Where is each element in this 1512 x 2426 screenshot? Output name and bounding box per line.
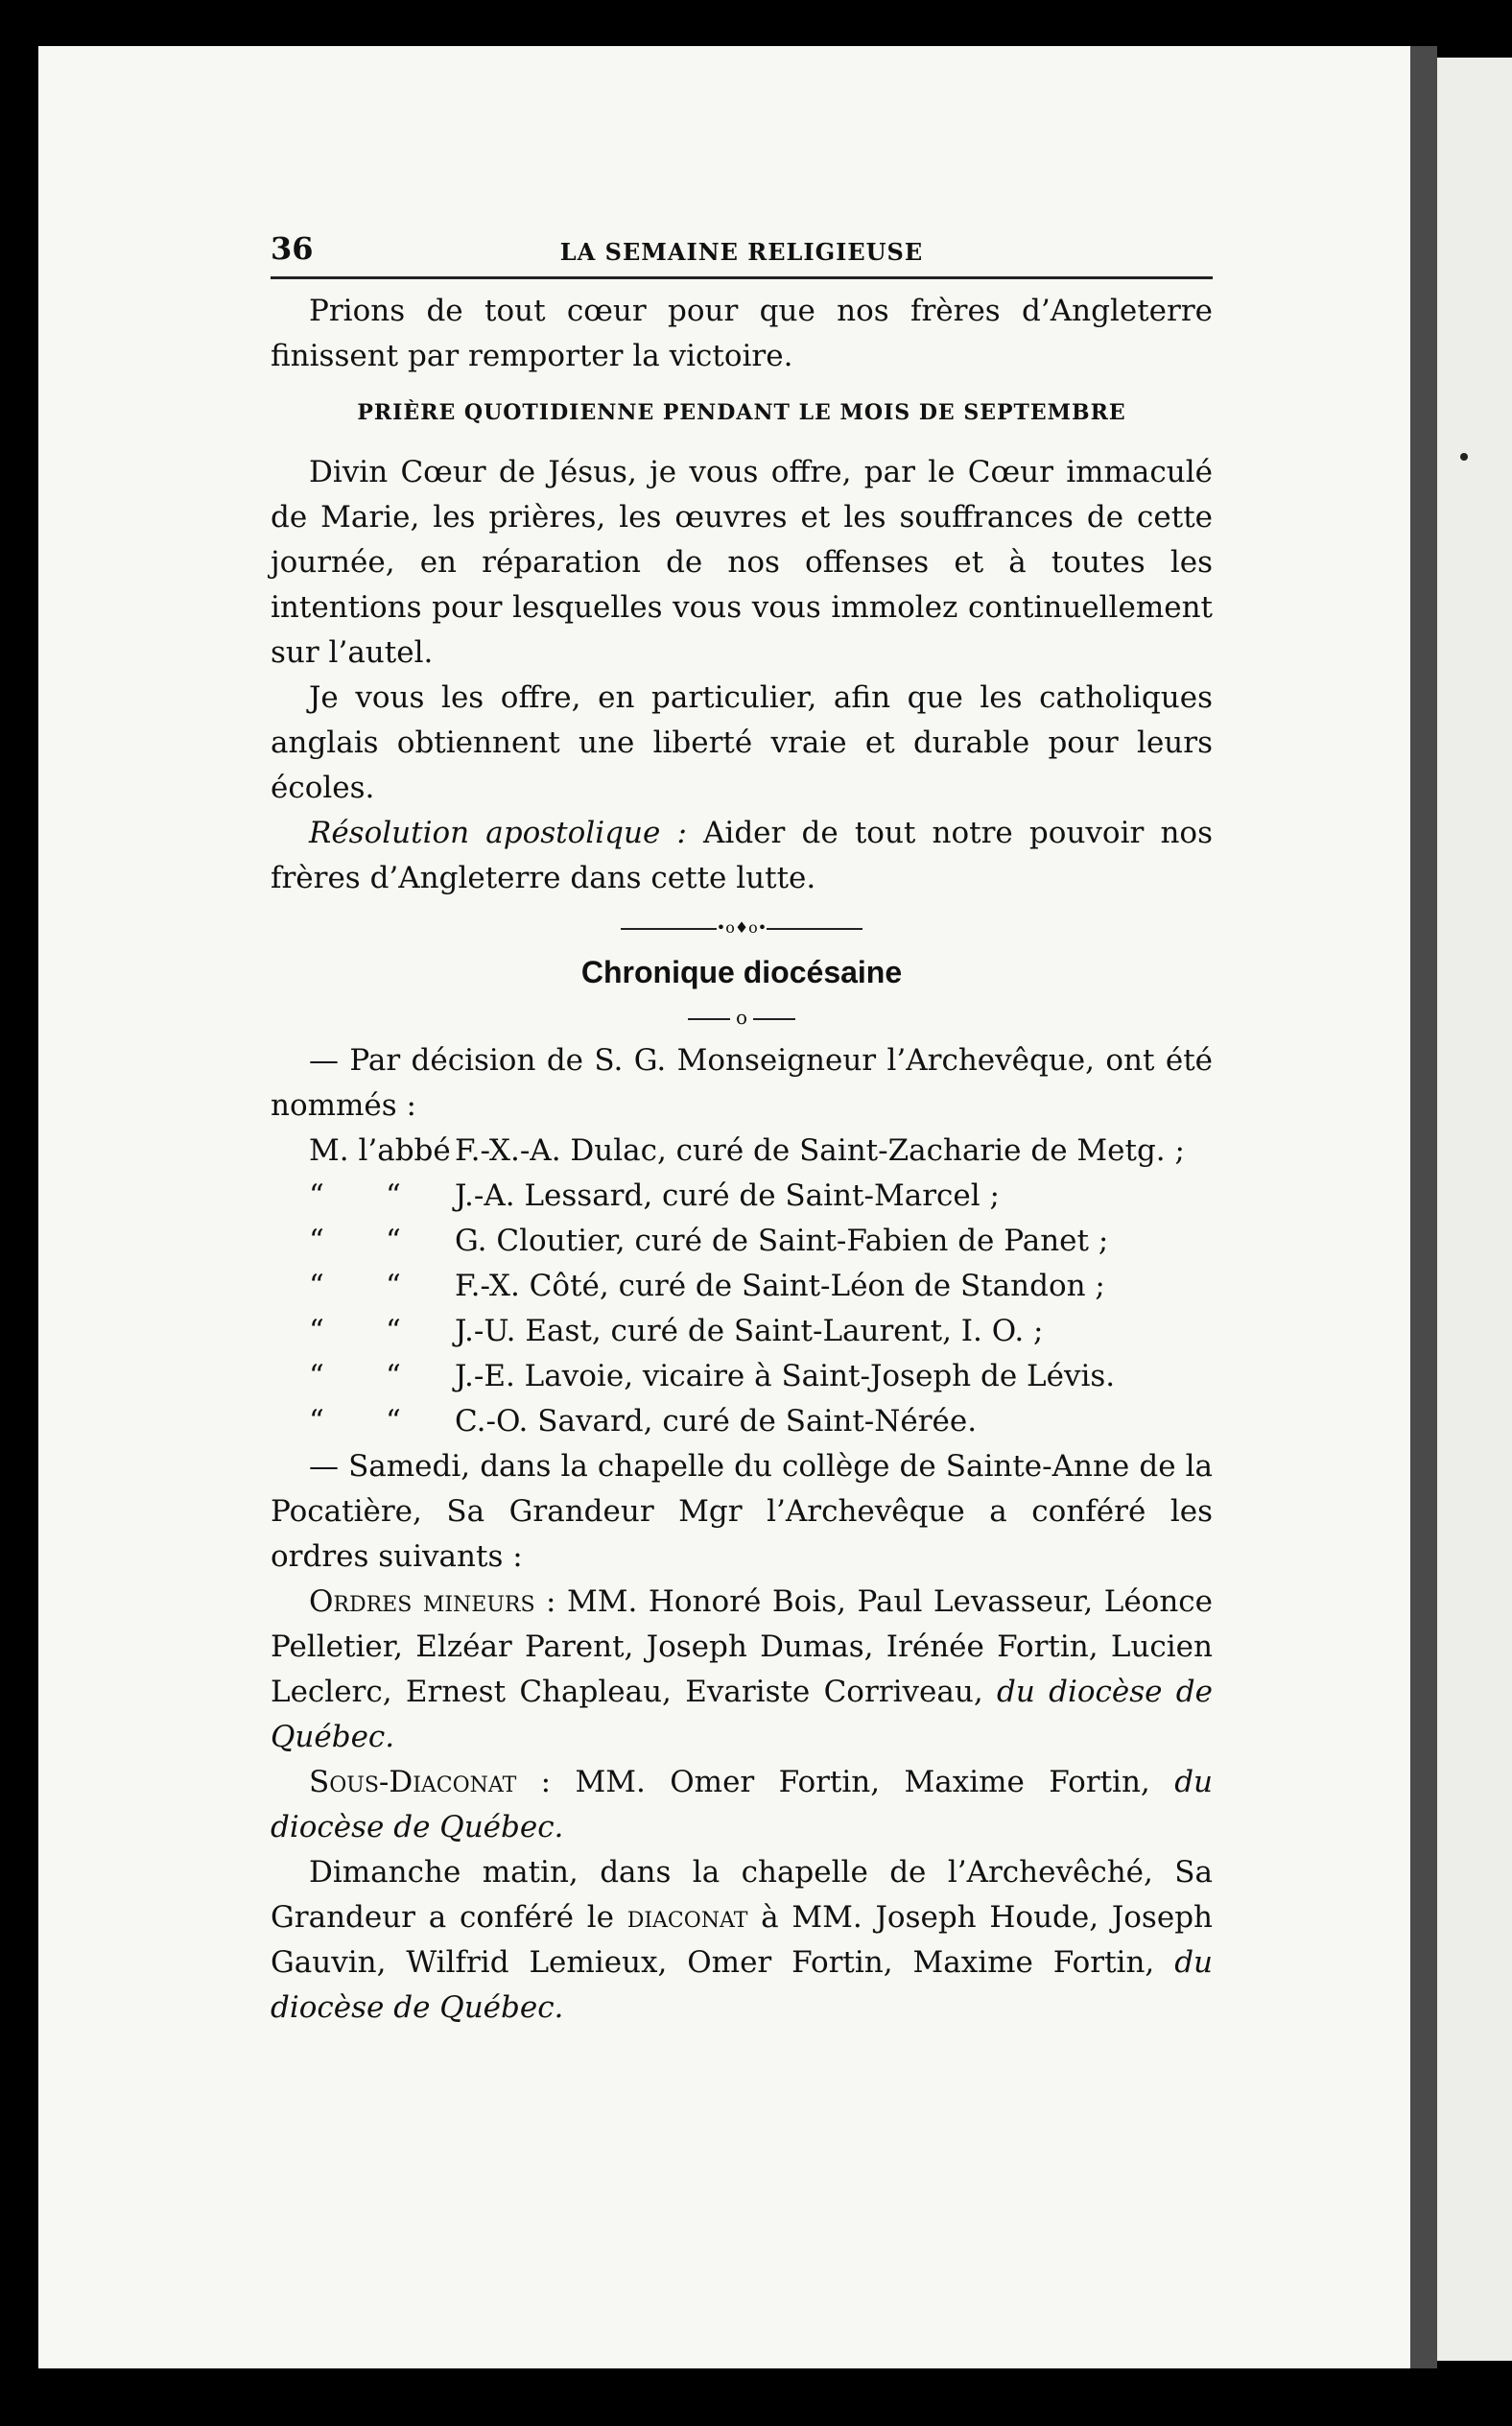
circle-glyph: o	[735, 1006, 748, 1029]
appointment-text: C.-O. Savard, curé de Saint-Nérée.	[455, 1404, 978, 1439]
page-number: 36	[271, 230, 314, 267]
dimanche-text-2: à MM. Joseph Houde, Joseph Gauvin, Wilfrid Lemieux, Omer Fortin, Maxime Fortin,	[271, 1900, 1213, 1980]
appointments-list	[271, 1174, 1213, 1444]
journal-title: LA SEMAINE RELIGIEUSE	[559, 238, 924, 266]
next-page-edge	[1437, 58, 1512, 2361]
appointment-text: J.-E. Lavoie, vicaire à Saint-Joseph de Lévis.	[455, 1359, 1116, 1393]
appointment-prefix: M. l’abbé	[309, 1133, 451, 1168]
sous-label: Sous-Diaconat :	[309, 1765, 552, 1799]
ditto-mark: “	[309, 1359, 324, 1393]
page-edge-shadow	[1410, 46, 1437, 2368]
appointment-row	[271, 1354, 1213, 1399]
ordres-text: MM. Honoré Bois, Paul Levasseur, Léonce Pelletier, Elzéar Parent, Joseph Dumas, Irénée Fortin, Lucien Leclerc, Ernest Chapleau, Evariste Corriveau,	[271, 1584, 1214, 1709]
ditto-mark: “	[309, 1269, 324, 1303]
page-content	[271, 223, 1213, 2031]
diaconat-word: diaconat	[626, 1900, 748, 1935]
ditto-mark: “	[386, 1269, 401, 1303]
appointment-text: J.-U. East, curé de Saint-Laurent, I. O. ;	[455, 1314, 1044, 1348]
resolution-text: Aider de tout notre pouvoir nos frères d’Angleterre dans cette lutte.	[271, 816, 1214, 895]
stray-mark	[1460, 453, 1468, 461]
ordres-label: Ordres mineurs :	[309, 1584, 556, 1619]
ordres-mineurs-paragraph	[271, 1580, 1213, 1760]
ornament-divider	[271, 918, 1213, 938]
ditto-mark: “	[386, 1314, 401, 1348]
dimanche-text-1: Dimanche matin, dans la chapelle de l’Archevêché, Sa Grandeur a conféré le	[271, 1855, 1213, 1935]
ditto-mark: “	[386, 1404, 401, 1439]
circle-divider	[271, 1006, 1213, 1029]
appointment-row	[271, 1129, 1213, 1174]
sous-diaconat-paragraph	[271, 1760, 1213, 1850]
appointment-text: F.-X.-A. Dulac, curé de Saint-Zacharie de Metg. ;	[455, 1133, 1185, 1168]
appointment-row	[271, 1399, 1213, 1444]
appointment-row	[271, 1309, 1213, 1354]
samedi-paragraph: — Samedi, dans la chapelle du collège de Sainte-Anne de la Pocatière, Sa Grandeur Mgr l’Archevêque a conféré les ordres suivants :	[271, 1449, 1213, 1574]
running-head	[271, 223, 1213, 279]
resolution-paragraph	[271, 811, 1213, 901]
appointment-row	[271, 1219, 1213, 1264]
ditto-mark: “	[386, 1224, 401, 1258]
intro-paragraph: Prions de tout cœur pour que nos frères d’Angleterre finissent par remporter la victoire.	[271, 294, 1213, 373]
dimanche-diocese: du diocèse de Québec.	[271, 1945, 1213, 2025]
ditto-mark: “	[309, 1404, 324, 1439]
ditto-mark: “	[309, 1178, 324, 1213]
appointment-text: J.-A. Lessard, curé de Saint-Marcel ;	[455, 1178, 1000, 1213]
ditto-mark: “	[309, 1224, 324, 1258]
appointment-row	[271, 1264, 1213, 1309]
appointment-text: F.-X. Côté, curé de Saint-Léon de Standon ;	[455, 1269, 1105, 1303]
appointment-row	[271, 1174, 1213, 1219]
section-title: Chronique diocésaine	[580, 955, 903, 989]
ditto-mark: “	[386, 1178, 401, 1213]
ditto-mark: “	[309, 1314, 324, 1348]
ordres-diocese: du diocèse de Québec.	[271, 1675, 1213, 1754]
prayer-paragraph-1: Divin Cœur de Jésus, je vous offre, par le Cœur immaculé de Marie, les prières, les œuvres et les souffrances de cette journée, en réparation de nos offenses et à toutes les intentions pour lesquelles vous vous immolez continuellement sur l’autel.	[271, 455, 1213, 670]
resolution-label: Résolution apostolique :	[309, 816, 687, 850]
prayer-paragraph-2: Je vous les offre, en particulier, afin que les catholiques anglais obtiennent une liberté vraie et durable pour leurs écoles.	[271, 680, 1213, 805]
appointment-text: G. Cloutier, curé de Saint-Fabien de Panet ;	[455, 1224, 1109, 1258]
dimanche-paragraph	[271, 1850, 1213, 2031]
ditto-mark: “	[386, 1359, 401, 1393]
sous-text: MM. Omer Fortin, Maxime Fortin,	[551, 1765, 1175, 1799]
appointments-intro: — Par décision de S. G. Monseigneur l’Archevêque, ont été nommés :	[271, 1043, 1213, 1123]
prayer-heading: PRIÈRE QUOTIDIENNE PENDANT LE MOIS DE SEPTEMBRE	[357, 400, 1126, 425]
ornament-glyph: •o♦o•	[716, 918, 768, 937]
sous-diocese: du diocèse de Québec.	[271, 1765, 1213, 1844]
